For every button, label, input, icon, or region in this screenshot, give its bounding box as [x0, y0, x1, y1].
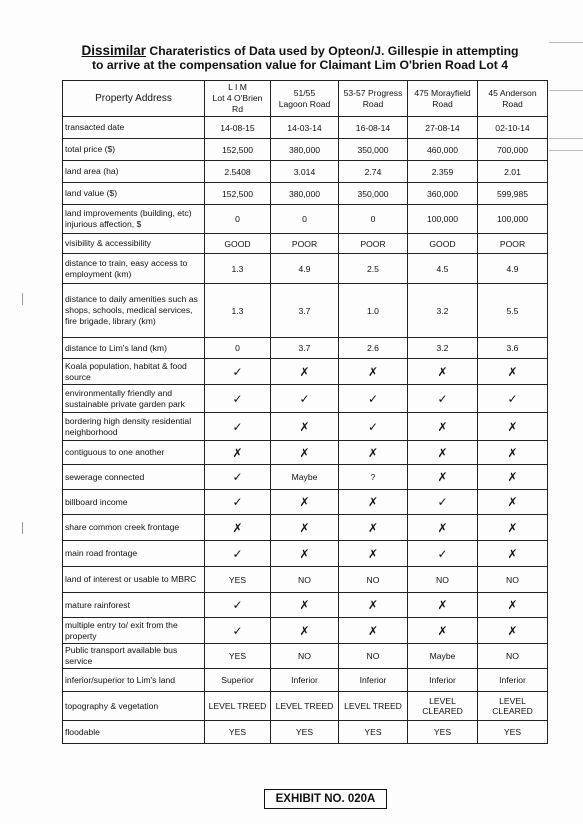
table-cell: 152,500 — [205, 139, 271, 161]
table-cell: YES — [478, 721, 548, 744]
table-cell: ✗ — [339, 515, 408, 541]
table-row — [63, 117, 548, 139]
comparison-table — [62, 80, 548, 744]
table-cell: 0 — [205, 205, 271, 234]
table-row — [63, 338, 548, 359]
table-cell: ✓ — [205, 385, 271, 413]
table-cell: ✗ — [478, 541, 548, 567]
table-row — [63, 567, 548, 593]
table-cell: ✗ — [478, 413, 548, 441]
table-cell: NO — [478, 567, 548, 593]
table-cell: Maybe — [271, 465, 339, 490]
table-row — [63, 161, 548, 183]
table-cell: YES — [205, 644, 271, 669]
table-row — [63, 385, 548, 413]
table-cell: Inferior — [478, 669, 548, 692]
column-header-anderson: 45 Anderson Road — [478, 81, 548, 117]
table-cell: 152,500 — [205, 183, 271, 205]
row-label: land improvements (building, etc) injurious affection, $ — [63, 205, 205, 234]
table-cell: ✗ — [408, 465, 478, 490]
table-row — [63, 515, 548, 541]
table-cell: 5.5 — [478, 284, 548, 338]
row-label: bordering high density residential neighborhood — [63, 413, 205, 441]
table-row — [63, 541, 548, 567]
row-label: sewerage connected — [63, 465, 205, 490]
table-cell: Maybe — [408, 644, 478, 669]
table-cell: 3.7 — [271, 284, 339, 338]
row-label: main road frontage — [63, 541, 205, 567]
table-cell: 27-08-14 — [408, 117, 478, 139]
row-label: environmentally friendly and sustainable private garden park — [63, 385, 205, 413]
table-row — [63, 465, 548, 490]
table-row — [63, 284, 548, 338]
title-line1: Charateristics of Data used by Opteon/J. Gillespie in attempting — [146, 44, 519, 58]
row-label: land area (ha) — [63, 161, 205, 183]
row-label: share common creek frontage — [63, 515, 205, 541]
table-cell: 100,000 — [408, 205, 478, 234]
table-cell: 1.0 — [339, 284, 408, 338]
table-cell: 2.74 — [339, 161, 408, 183]
table-cell: ✗ — [271, 593, 339, 618]
table-cell: ✗ — [478, 359, 548, 385]
table-cell: ✗ — [408, 593, 478, 618]
table-cell: 2.359 — [408, 161, 478, 183]
table-cell: 4.9 — [271, 254, 339, 284]
table-cell: ✗ — [408, 441, 478, 465]
exhibit-label: EXHIBIT NO. 020A — [264, 789, 387, 809]
table-cell: ✓ — [205, 465, 271, 490]
table-cell: ✗ — [478, 490, 548, 515]
title-line2: to arrive at the compensation value for Claimant Lim O'brien Road Lot 4 — [92, 58, 508, 72]
table-cell: 1.3 — [205, 254, 271, 284]
document-title — [60, 44, 540, 72]
table-cell: ✗ — [408, 359, 478, 385]
table-cell: LEVEL TREED — [271, 692, 339, 721]
table-row — [63, 254, 548, 284]
table-row — [63, 359, 548, 385]
row-label: floodable — [63, 721, 205, 744]
row-label: land of interest or usable to MBRC — [63, 567, 205, 593]
table-row — [63, 490, 548, 515]
table-cell: ✓ — [408, 385, 478, 413]
table-cell: YES — [339, 721, 408, 744]
row-label: land value ($) — [63, 183, 205, 205]
column-header-progress: 53-57 Progress Road — [339, 81, 408, 117]
table-cell: 0 — [339, 205, 408, 234]
row-label: transacted date — [63, 117, 205, 139]
table-cell: 380,000 — [271, 139, 339, 161]
table-cell: 3.2 — [408, 284, 478, 338]
table-row — [63, 234, 548, 254]
table-cell: 3.6 — [478, 338, 548, 359]
table-cell: 1.3 — [205, 284, 271, 338]
row-label: contiguous to one another — [63, 441, 205, 465]
table-row — [63, 669, 548, 692]
table-cell: ✗ — [271, 413, 339, 441]
table-cell: ✓ — [271, 385, 339, 413]
table-row — [63, 413, 548, 441]
table-cell: 350,000 — [339, 139, 408, 161]
table-row — [63, 139, 548, 161]
row-label: distance to Lim's land (km) — [63, 338, 205, 359]
header-row — [63, 81, 548, 117]
table-cell: Inferior — [408, 669, 478, 692]
table-cell: ✓ — [205, 593, 271, 618]
table-cell: ✓ — [339, 413, 408, 441]
table-cell: ✗ — [478, 441, 548, 465]
table-row — [63, 618, 548, 644]
table-cell: ✗ — [478, 618, 548, 644]
table-cell: NO — [408, 567, 478, 593]
table-cell: 14-08-15 — [205, 117, 271, 139]
table-cell: ✗ — [408, 618, 478, 644]
table-cell: 599,985 — [478, 183, 548, 205]
table-cell: 16-08-14 — [339, 117, 408, 139]
row-label: distance to daily amenities such as shops, schools, medical services, fire brigade, library (km) — [63, 284, 205, 338]
row-label: mature rainforest — [63, 593, 205, 618]
table-row — [63, 721, 548, 744]
title-prefix: Dissimilar — [81, 43, 147, 58]
table-cell: Inferior — [271, 669, 339, 692]
table-cell: ✓ — [339, 385, 408, 413]
table-cell: ✗ — [339, 618, 408, 644]
table-cell: ✓ — [205, 618, 271, 644]
row-label: multiple entry to/ exit from the property — [63, 618, 205, 644]
table-cell: NO — [271, 644, 339, 669]
table-cell: ✗ — [339, 490, 408, 515]
table-row — [63, 441, 548, 465]
table-cell: 460,000 — [408, 139, 478, 161]
table-cell: 2.01 — [478, 161, 548, 183]
column-header-lim: L I M Lot 4 O'Brien Rd — [205, 81, 271, 117]
table-cell: NO — [339, 644, 408, 669]
table-cell: ✗ — [271, 490, 339, 515]
table-cell: LEVEL TREED — [205, 692, 271, 721]
table-cell: LEVEL TREED — [339, 692, 408, 721]
table-cell: 2.5 — [339, 254, 408, 284]
table-cell: ✗ — [408, 413, 478, 441]
row-label: distance to train, easy access to employment (km) — [63, 254, 205, 284]
table-row — [63, 183, 548, 205]
row-label: billboard income — [63, 490, 205, 515]
table-cell: 14-03-14 — [271, 117, 339, 139]
table-cell: 380,000 — [271, 183, 339, 205]
table-cell: 2.6 — [339, 338, 408, 359]
table-cell: LEVEL CLEARED — [408, 692, 478, 721]
table-cell: ✓ — [205, 359, 271, 385]
table-cell: 3.2 — [408, 338, 478, 359]
table-row — [63, 205, 548, 234]
table-cell: ✓ — [408, 541, 478, 567]
row-label: topography & vegetation — [63, 692, 205, 721]
table-cell: ? — [339, 465, 408, 490]
table-cell: LEVEL CLEARED — [478, 692, 548, 721]
table-cell: ✗ — [339, 441, 408, 465]
table-cell: NO — [478, 644, 548, 669]
table-cell: NO — [339, 567, 408, 593]
row-label: total price ($) — [63, 139, 205, 161]
table-cell: ✗ — [339, 593, 408, 618]
table-cell: ✗ — [205, 515, 271, 541]
table-row — [63, 593, 548, 618]
table-cell: GOOD — [408, 234, 478, 254]
table-cell: YES — [271, 721, 339, 744]
table-cell: ✗ — [478, 465, 548, 490]
table-cell: 700,000 — [478, 139, 548, 161]
table-cell: POOR — [271, 234, 339, 254]
table-cell: 100,000 — [478, 205, 548, 234]
table-cell: ✗ — [205, 441, 271, 465]
table-cell: ✓ — [205, 541, 271, 567]
table-cell: ✗ — [271, 359, 339, 385]
table-row — [63, 692, 548, 721]
table-cell: YES — [205, 567, 271, 593]
table-cell: ✗ — [339, 359, 408, 385]
table-cell: ✗ — [271, 515, 339, 541]
table-cell: 3.7 — [271, 338, 339, 359]
table-cell: ✓ — [408, 490, 478, 515]
table-cell: 4.5 — [408, 254, 478, 284]
table-cell: 4.9 — [478, 254, 548, 284]
property-address-header: Property Address — [63, 81, 205, 117]
table-cell: 350,000 — [339, 183, 408, 205]
table-cell: 3.014 — [271, 161, 339, 183]
table-cell: 0 — [205, 338, 271, 359]
table-cell: ✗ — [339, 541, 408, 567]
table-cell: NO — [271, 567, 339, 593]
column-header-morayfield: 475 Morayfield Road — [408, 81, 478, 117]
row-label: Public transport available bus service — [63, 644, 205, 669]
row-label: inferior/superior to Lim's land — [63, 669, 205, 692]
table-cell: 02-10-14 — [478, 117, 548, 139]
table-cell: GOOD — [205, 234, 271, 254]
table-cell: Inferior — [339, 669, 408, 692]
table-cell: ✗ — [271, 541, 339, 567]
table-cell: 2.5408 — [205, 161, 271, 183]
table-cell: ✗ — [271, 618, 339, 644]
table-cell: POOR — [339, 234, 408, 254]
table-cell: ✓ — [205, 413, 271, 441]
row-label: Koala population, habitat & food source — [63, 359, 205, 385]
table-cell: YES — [408, 721, 478, 744]
table-row — [63, 644, 548, 669]
table-cell: 0 — [271, 205, 339, 234]
row-label: visibility & accessibility — [63, 234, 205, 254]
table-cell: POOR — [478, 234, 548, 254]
table-cell: ✗ — [478, 593, 548, 618]
table-cell: ✓ — [478, 385, 548, 413]
table-cell: ✗ — [408, 515, 478, 541]
table-cell: ✗ — [271, 441, 339, 465]
table-cell: ✓ — [205, 490, 271, 515]
column-header-lagoon: 51/55 Lagoon Road — [271, 81, 339, 117]
table-cell: 360,000 — [408, 183, 478, 205]
table-cell: ✗ — [478, 515, 548, 541]
table-cell: YES — [205, 721, 271, 744]
table-cell: Superior — [205, 669, 271, 692]
